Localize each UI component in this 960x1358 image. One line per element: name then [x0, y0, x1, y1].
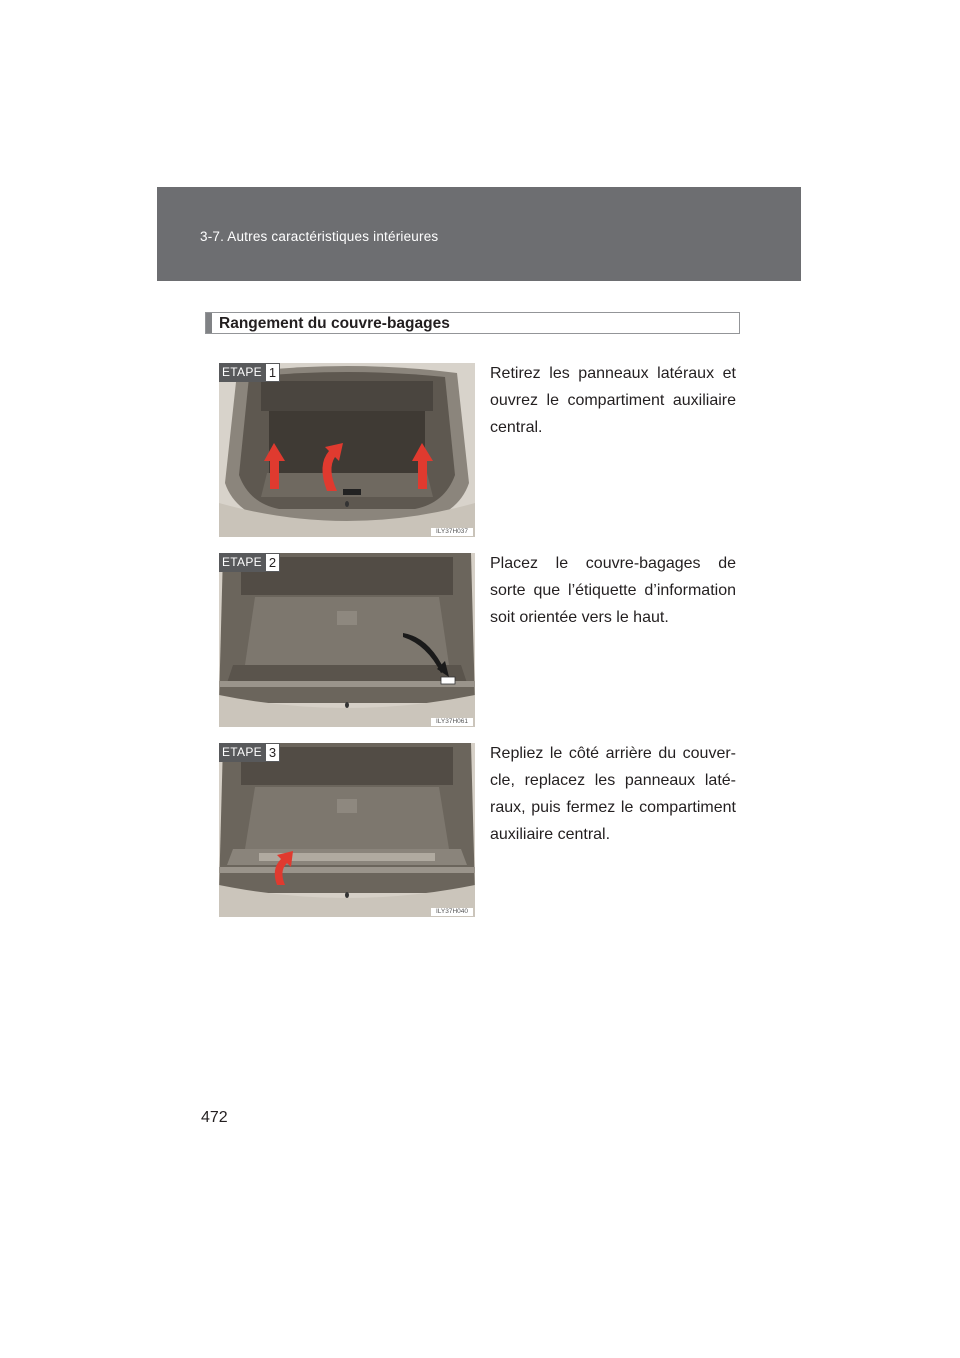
step-1-badge-number: 1 [265, 363, 280, 382]
step-2-photo [219, 553, 475, 727]
step-1-photo [219, 363, 475, 537]
page-number: 472 [201, 1109, 228, 1126]
subheading-box [205, 312, 740, 334]
step-1-text: Retirez les panneaux latéraux et ouvrez le compartiment auxiliaire central. [490, 365, 736, 436]
step-3-badge-number: 3 [265, 743, 280, 762]
step-2-badge [219, 553, 280, 572]
step-1-badge-label: ETAPE [219, 363, 265, 382]
step-3-image-code: ILY37H040 [431, 908, 473, 916]
subheading-title: Rangement du couvre-bagages [219, 315, 450, 332]
step-3-badge [219, 743, 280, 762]
step-3-text: Repliez le côté arrière du couver-cle, replacez les panneaux laté-raux, puis fermez le compartiment auxiliaire central. [490, 745, 736, 843]
step-1-badge [219, 363, 280, 382]
subheading-accent-bar [206, 313, 212, 333]
step-1-image-code: ILY37H037 [431, 528, 473, 536]
step-2-badge-number: 2 [265, 553, 280, 572]
step-3-photo [219, 743, 475, 917]
step-2-image-code: ILY37H061 [431, 718, 473, 726]
step-2-text: Placez le couvre-bagages de sorte que l’étiquette d’information soit orientée vers le haut. [490, 555, 736, 626]
header-band [157, 187, 801, 281]
step-2-badge-label: ETAPE [219, 553, 265, 572]
step-3-badge-label: ETAPE [219, 743, 265, 762]
section-title: 3-7. Autres caractéristiques intérieures [200, 229, 439, 244]
